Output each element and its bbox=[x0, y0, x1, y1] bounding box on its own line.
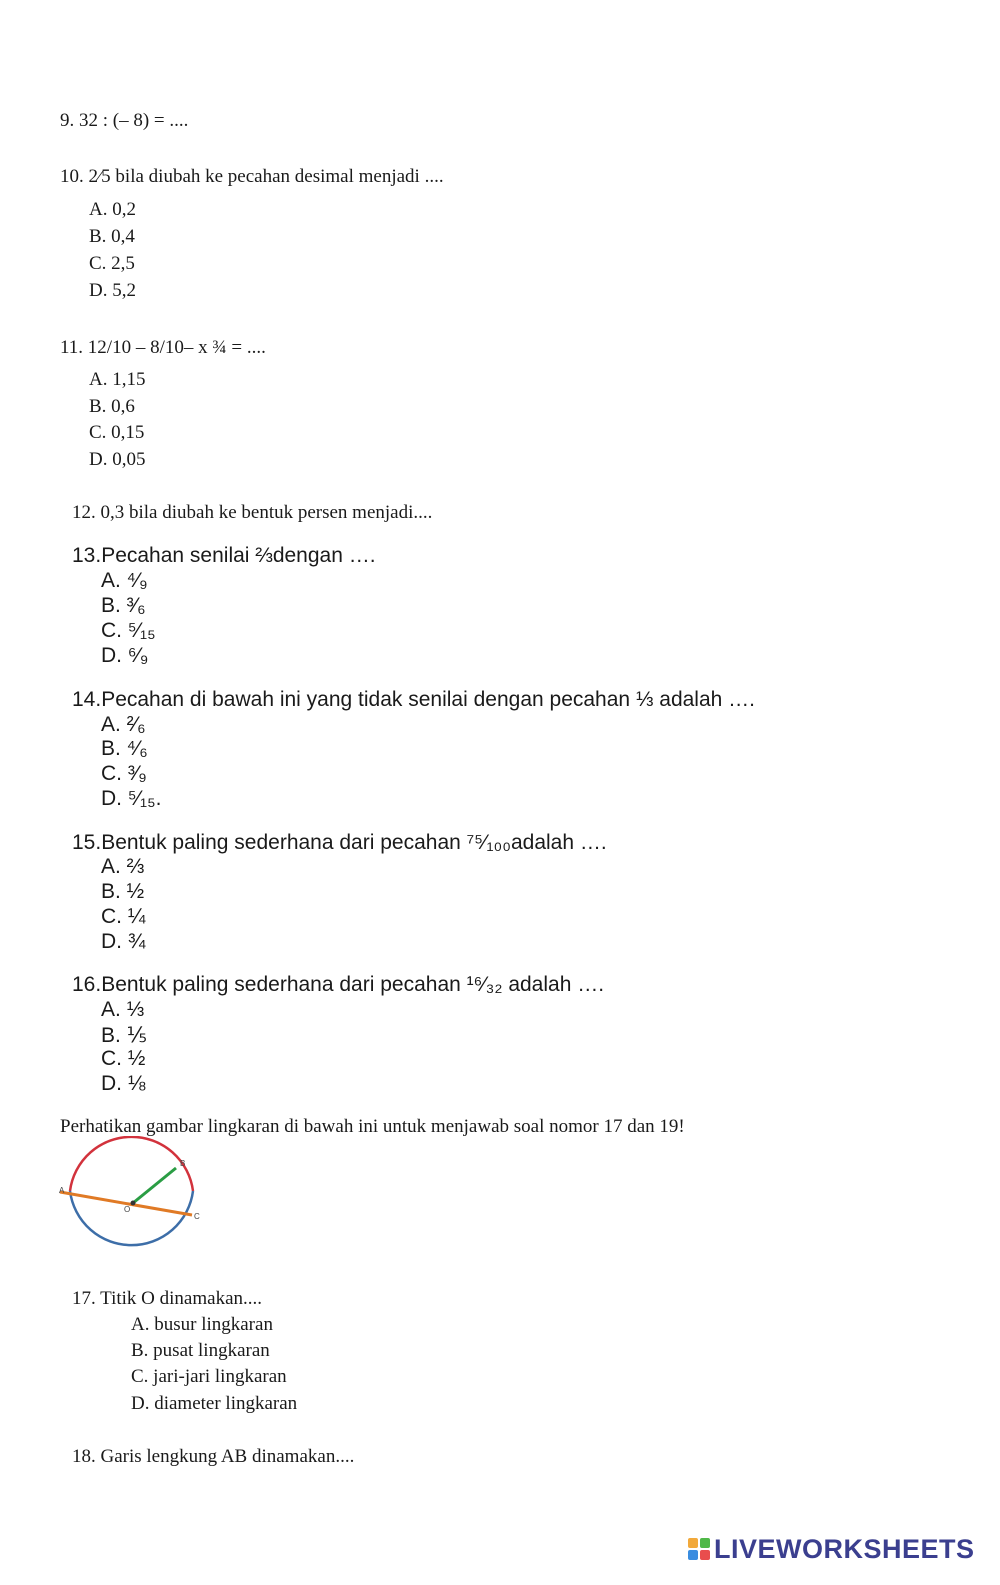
label-c: C bbox=[194, 1212, 200, 1221]
question-17: 17. Titik O dinamakan.... bbox=[72, 1288, 263, 1309]
logo-mark-square bbox=[688, 1550, 698, 1560]
q17-option-c: C. jari-jari lingkaran bbox=[131, 1366, 287, 1387]
circle-arc-bottom bbox=[70, 1191, 193, 1245]
q10-option-a: A. 0,2 bbox=[89, 199, 136, 220]
q17-option-b: B. pusat lingkaran bbox=[131, 1340, 270, 1361]
q17-option-a: A. busur lingkaran bbox=[131, 1314, 273, 1335]
q13-option-d: D. ⁶⁄₉ bbox=[101, 644, 149, 667]
q15-option-b: B. ½ bbox=[101, 880, 145, 903]
logo-mark-square bbox=[688, 1538, 698, 1548]
q16-option-b: B. ⅕ bbox=[101, 1024, 148, 1047]
q11-option-c: C. 0,15 bbox=[89, 422, 145, 443]
question-13: 13.Pecahan senilai ⅔dengan …. bbox=[72, 544, 376, 567]
q13-option-c: C. ⁵⁄₁₅ bbox=[101, 619, 156, 642]
q11-option-d: D. 0,05 bbox=[89, 449, 146, 470]
q15-option-a: A. ⅔ bbox=[101, 855, 145, 878]
liveworksheets-logo[interactable] bbox=[688, 1532, 975, 1566]
q14-option-b: B. ⁴⁄₆ bbox=[101, 737, 148, 760]
q14-option-a: A. ²⁄₆ bbox=[101, 713, 146, 736]
q16-option-d: D. ⅛ bbox=[101, 1072, 146, 1095]
logo-mark-square bbox=[700, 1538, 710, 1548]
q14-option-c: C. ³⁄₉ bbox=[101, 762, 147, 785]
q13-option-b: B. ³⁄₆ bbox=[101, 594, 146, 617]
q16-option-a: A. ⅓ bbox=[101, 998, 145, 1021]
question-14: 14.Pecahan di bawah ini yang tidak senilai dengan pecahan ⅓ adalah …. bbox=[72, 688, 756, 711]
q10-option-b: B. 0,4 bbox=[89, 226, 135, 247]
question-11: 11. 12/10 – 8/10– x ¾ = .... bbox=[60, 337, 266, 358]
label-o: O bbox=[124, 1205, 131, 1214]
question-10: 10. 2⁄5 bila diubah ke pecahan desimal menjadi .... bbox=[60, 166, 444, 187]
q13-option-a: A. ⁴⁄₉ bbox=[101, 569, 148, 592]
logo-mark-square bbox=[700, 1550, 710, 1560]
q15-option-d: D. ¾ bbox=[101, 930, 146, 953]
figure-instruction: Perhatikan gambar lingkaran di bawah ini untuk menjawab soal nomor 17 dan 19! bbox=[60, 1116, 685, 1137]
question-16: 16.Bentuk paling sederhana dari pecahan ¹⁶⁄₃₂ adalah …. bbox=[72, 973, 605, 996]
q10-option-d: D. 5,2 bbox=[89, 280, 136, 301]
circle-arc-top bbox=[70, 1137, 193, 1191]
q10-option-c: C. 2,5 bbox=[89, 253, 135, 274]
circle-figure bbox=[58, 1136, 206, 1268]
center-point bbox=[131, 1201, 136, 1206]
question-15: 15.Bentuk paling sederhana dari pecahan ⁷⁵⁄₁₀₀adalah …. bbox=[72, 831, 607, 854]
label-b: B bbox=[180, 1159, 186, 1168]
q11-option-b: B. 0,6 bbox=[89, 396, 135, 417]
logo-text: LIVEWORKSHEETS bbox=[714, 1533, 975, 1564]
question-18: 18. Garis lengkung AB dinamakan.... bbox=[72, 1446, 355, 1467]
question-9: 9. 32 : (– 8) = .... bbox=[60, 110, 189, 131]
q16-option-c: C. ½ bbox=[101, 1047, 146, 1070]
radius-line bbox=[133, 1168, 176, 1203]
q14-option-d: D. ⁵⁄₁₅. bbox=[101, 787, 162, 810]
q17-option-d: D. diameter lingkaran bbox=[131, 1393, 298, 1414]
q15-option-c: C. ¼ bbox=[101, 905, 146, 928]
question-12: 12. 0,3 bila diubah ke bentuk persen menjadi.... bbox=[72, 502, 433, 523]
q11-option-a: A. 1,15 bbox=[89, 369, 146, 390]
logo-mark-icon bbox=[688, 1538, 710, 1560]
label-a: A bbox=[59, 1186, 65, 1195]
